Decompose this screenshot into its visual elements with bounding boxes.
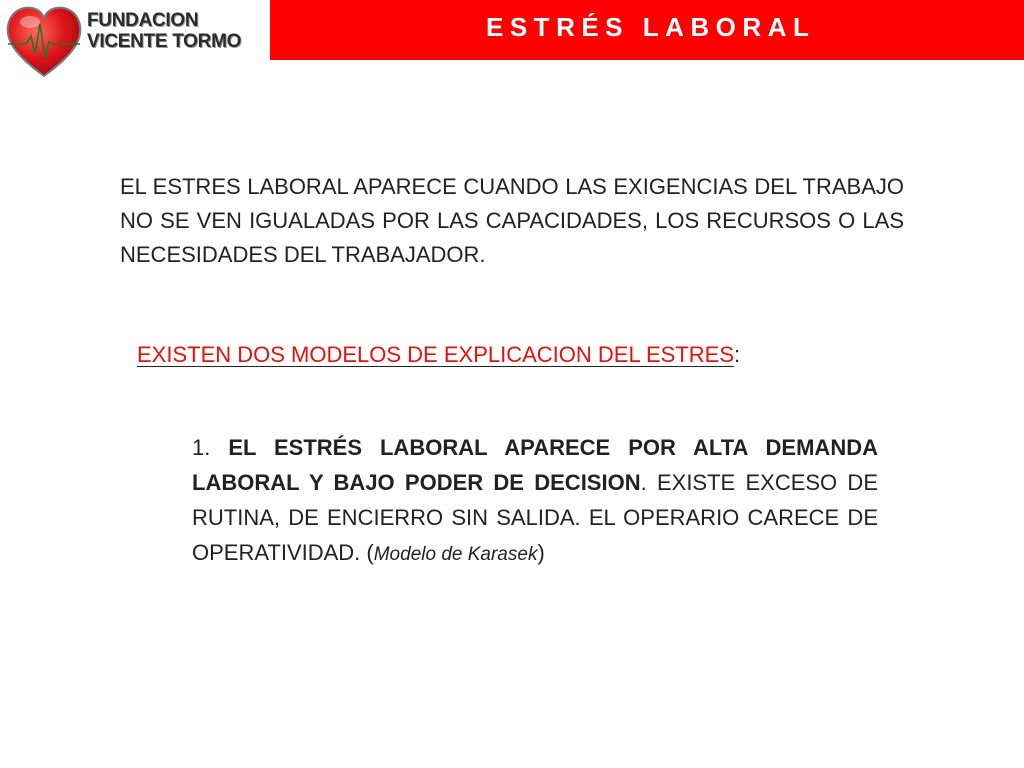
- logo-text-line1: FUNDACION: [87, 10, 199, 31]
- model-item-citation: Modelo de Karasek: [373, 544, 538, 565]
- models-heading: [137, 340, 740, 370]
- logo-text-line2: VICENTE TORMO: [87, 31, 242, 52]
- model-item-closing: ): [537, 540, 545, 565]
- models-heading-colon: :: [734, 342, 741, 367]
- title-bar: [270, 0, 1024, 60]
- models-heading-text: EXISTEN DOS MODELOS DE EXPLICACION DEL ESTRES: [137, 342, 734, 367]
- model-item-bold-text: EL ESTRÉS LABORAL APARECE POR ALTA DEMANDA LABORAL Y BAJO PODER DE DECISION: [192, 435, 878, 495]
- intro-paragraph: EL ESTRES LABORAL APARECE CUANDO LAS EXIGENCIAS DEL TRABAJO NO SE VEN IGUALADAS POR LAS CAPACIDADES, LOS RECURSOS O LAS NECESIDADES DEL TRABAJADOR.: [120, 174, 904, 267]
- foundation-logo: [4, 2, 240, 80]
- heart-icon: [4, 2, 84, 80]
- model-item: [192, 430, 878, 572]
- model-item-description: . EXISTE EXCESO DE RUTINA, DE ENCIERRO SIN SALIDA. EL OPERARIO CARECE DE OPERATIVIDAD. (: [192, 470, 878, 565]
- model-item-number: 1.: [192, 435, 211, 460]
- slide-title: ESTRÉS LABORAL: [486, 12, 816, 42]
